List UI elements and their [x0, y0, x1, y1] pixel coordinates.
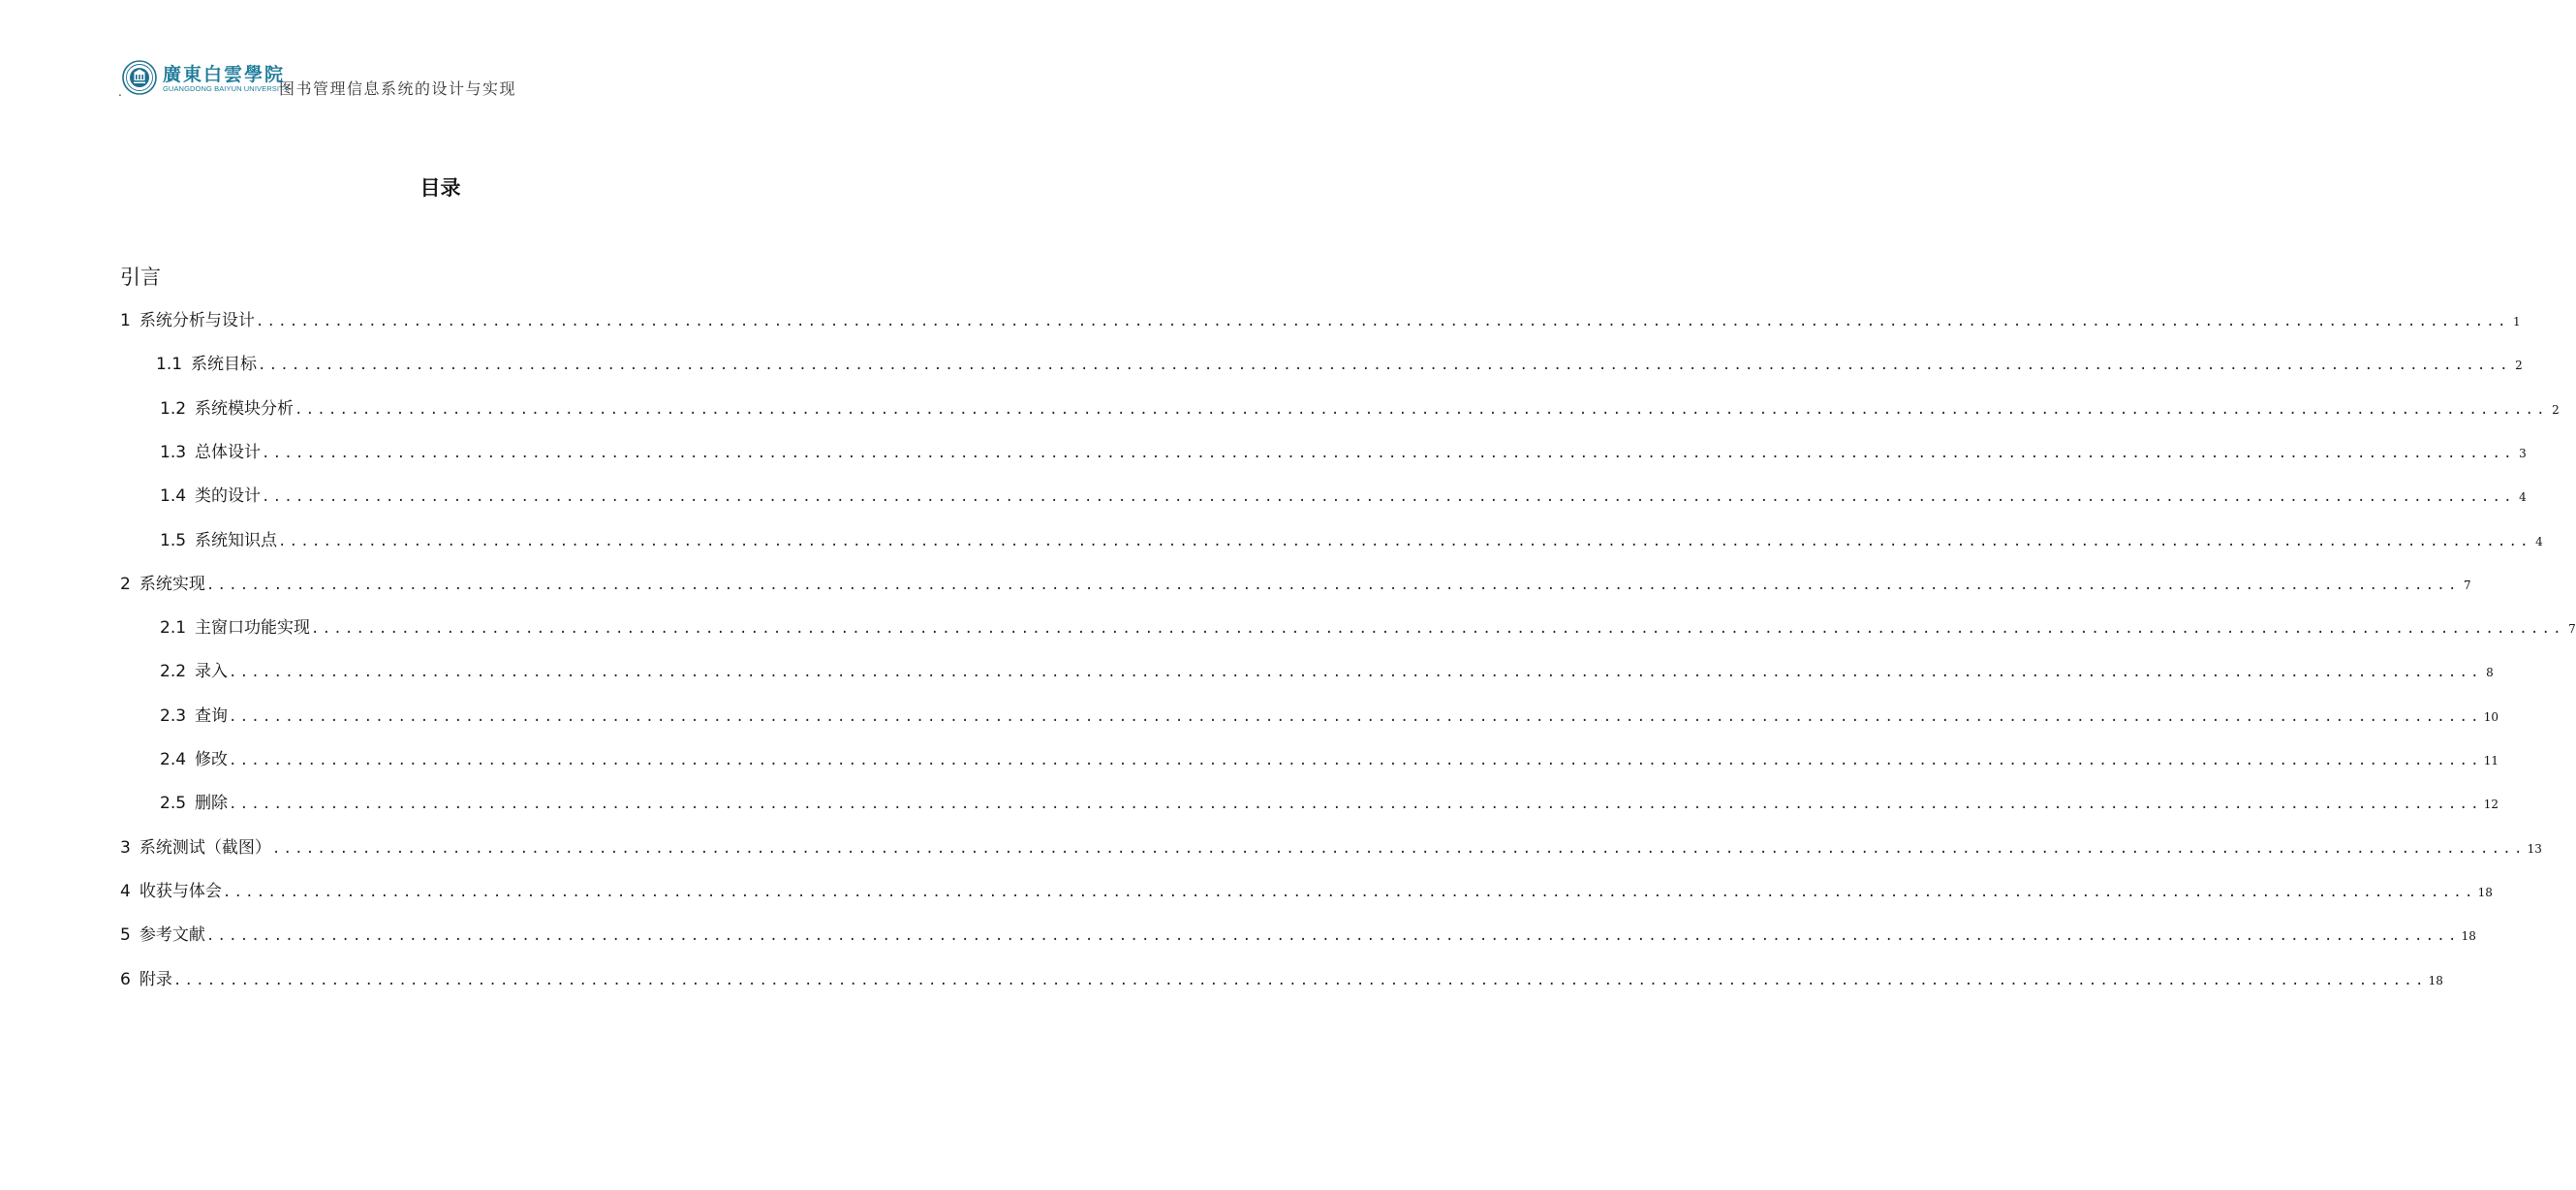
toc-entry[interactable]	[160, 657, 2494, 682]
toc-entry-number: 1.4	[160, 486, 187, 506]
toc-entry[interactable]	[160, 613, 2576, 639]
toc-entry-label	[120, 965, 172, 989]
toc-dot-leader: ........................................................................................................................................................................................................	[229, 665, 2482, 680]
toc-entry[interactable]	[160, 789, 2499, 814]
toc-entry-label	[160, 394, 294, 419]
toc-entry-label	[160, 526, 277, 550]
toc-entry-text: 收获与体会	[139, 882, 222, 901]
toc-entry-label	[160, 702, 228, 726]
university-seal-icon	[122, 60, 157, 95]
school-name-en: GUANGDONG BAIYUN UNIVERSITY	[163, 84, 289, 93]
toc-entry-text: 参考文献	[139, 925, 205, 945]
toc-page-number: 4	[2535, 535, 2543, 548]
toc-entry-label	[160, 438, 261, 462]
toc-entry-text: 系统测试（截图）	[139, 838, 271, 858]
toc-dot-leader: ........................................................................................................................................................................................................	[229, 709, 2482, 725]
toc-entry-number: 2	[120, 575, 131, 594]
toc-entry[interactable]	[160, 482, 2527, 507]
toc-entry-number: 1.2	[160, 399, 187, 419]
header-leading-mark: .	[118, 85, 122, 99]
toc-dot-leader: ........................................................................................................................................................................................................	[229, 797, 2482, 812]
toc-entry-number: 2.5	[160, 794, 187, 813]
toc-page-number: 2	[2515, 359, 2523, 372]
toc-entry-label	[160, 657, 228, 681]
toc-entry-text: 主窗口功能实现	[195, 618, 311, 638]
toc-entry-label	[120, 570, 205, 594]
toc-dot-leader: ........................................................................................................................................................................................................	[262, 446, 2515, 461]
toc-dot-leader: ........................................................................................................................................................................................................	[229, 753, 2482, 768]
toc-page-number: 7	[2568, 622, 2576, 636]
toc-entry-number: 1.1	[156, 355, 183, 374]
toc-dot-leader: ........................................................................................................................................................................................................	[222, 885, 2476, 900]
document-title: 图书管理信息系统的设计与实现	[279, 79, 517, 98]
toc-page-number: 18	[2477, 886, 2493, 899]
toc-entry-text: 系统实现	[139, 575, 205, 594]
toc-entry-text: 附录	[139, 970, 172, 989]
toc-dot-leader: ........................................................................................................................................................................................................	[262, 489, 2515, 505]
toc-entry-text: 录入	[195, 662, 229, 681]
toc-page-number: 11	[2483, 754, 2499, 767]
toc-entry-number: 6	[120, 970, 131, 989]
toc-entry-text: 系统知识点	[195, 531, 278, 550]
toc-dot-leader: ........................................................................................................................................................................................................	[278, 534, 2531, 549]
school-name-cn: 廣東白雲學院	[163, 64, 286, 85]
toc-dot-leader: ........................................................................................................................................................................................................	[258, 358, 2511, 373]
toc-entry[interactable]	[160, 702, 2499, 727]
page-header	[114, 58, 657, 101]
toc-entry[interactable]	[120, 877, 2493, 902]
toc-dot-leader: ........................................................................................................................................................................................................	[205, 928, 2460, 944]
toc-dot-leader: ........................................................................................................................................................................................................	[311, 621, 2564, 637]
toc-entry-text: 修改	[195, 750, 229, 769]
toc-page-number: 3	[2519, 447, 2527, 460]
toc-entry-text: 系统分析与设计	[139, 311, 255, 330]
toc-entry-number: 2.2	[160, 662, 187, 681]
toc-entry-number: 4	[120, 882, 131, 901]
toc-entry-number: 3	[120, 838, 131, 858]
toc-entry-text: 系统模块分析	[195, 399, 295, 419]
toc-entry-number: 1.5	[160, 531, 187, 550]
toc-page-number: 18	[2428, 974, 2443, 987]
toc-page-number: 4	[2519, 490, 2527, 504]
toc-entry-label	[160, 482, 261, 506]
toc-dot-leader: ........................................................................................................................................................................................................	[172, 973, 2427, 988]
toc-page-number: 1	[2512, 315, 2521, 329]
toc-page-number: 2	[2552, 403, 2560, 417]
toc-entry-text: 系统目标	[191, 355, 258, 374]
toc-entry-label	[160, 789, 228, 813]
toc-entry-text: 类的设计	[195, 486, 262, 506]
toc-page-number: 7	[2463, 579, 2471, 592]
toc-entry[interactable]	[120, 965, 2443, 990]
toc-entry[interactable]	[120, 921, 2476, 946]
toc-entry[interactable]	[156, 350, 2523, 375]
toc-entry-text: 总体设计	[195, 443, 262, 462]
toc-page-number: 10	[2483, 710, 2499, 724]
toc-entry-number: 2.4	[160, 750, 187, 769]
toc-entry[interactable]	[160, 438, 2527, 463]
toc-entry-label	[120, 306, 255, 330]
toc-entry-text: 查询	[195, 706, 229, 726]
toc-entry-label	[160, 613, 310, 638]
toc-entry-label	[160, 745, 228, 769]
toc-page-number: 13	[2527, 842, 2542, 856]
toc-entry[interactable]	[120, 306, 2521, 331]
toc-entry-number: 1	[120, 311, 131, 330]
toc-page-number: 12	[2483, 798, 2499, 811]
toc-entry[interactable]	[120, 833, 2542, 859]
toc-entry[interactable]	[160, 394, 2560, 420]
page-title: 目录	[419, 176, 461, 200]
toc-entry[interactable]	[120, 570, 2471, 595]
toc-dot-leader: ........................................................................................................................................................................................................	[255, 314, 2509, 329]
toc-entry-label	[120, 833, 271, 858]
toc-entry-number: 2.1	[160, 618, 187, 638]
toc-dot-leader: ........................................................................................................................................................................................................	[205, 578, 2460, 593]
toc-entry[interactable]	[160, 745, 2499, 770]
toc-entry-label	[156, 350, 257, 374]
toc-entry[interactable]	[160, 526, 2543, 551]
toc-dot-leader: ........................................................................................................................................................................................................	[271, 841, 2526, 857]
toc-entry-number: 2.3	[160, 706, 187, 726]
toc-entry-number: 1.3	[160, 443, 187, 462]
toc-entry-text: 删除	[195, 794, 229, 813]
intro-heading: 引言	[120, 266, 161, 289]
toc-page-number: 18	[2461, 929, 2476, 943]
toc-page-number: 8	[2486, 666, 2494, 679]
toc-entry-number: 5	[120, 925, 131, 945]
toc-dot-leader: ........................................................................................................................................................................................................	[295, 402, 2548, 418]
toc-entry-label	[120, 921, 205, 945]
toc-entry-label	[120, 877, 222, 901]
